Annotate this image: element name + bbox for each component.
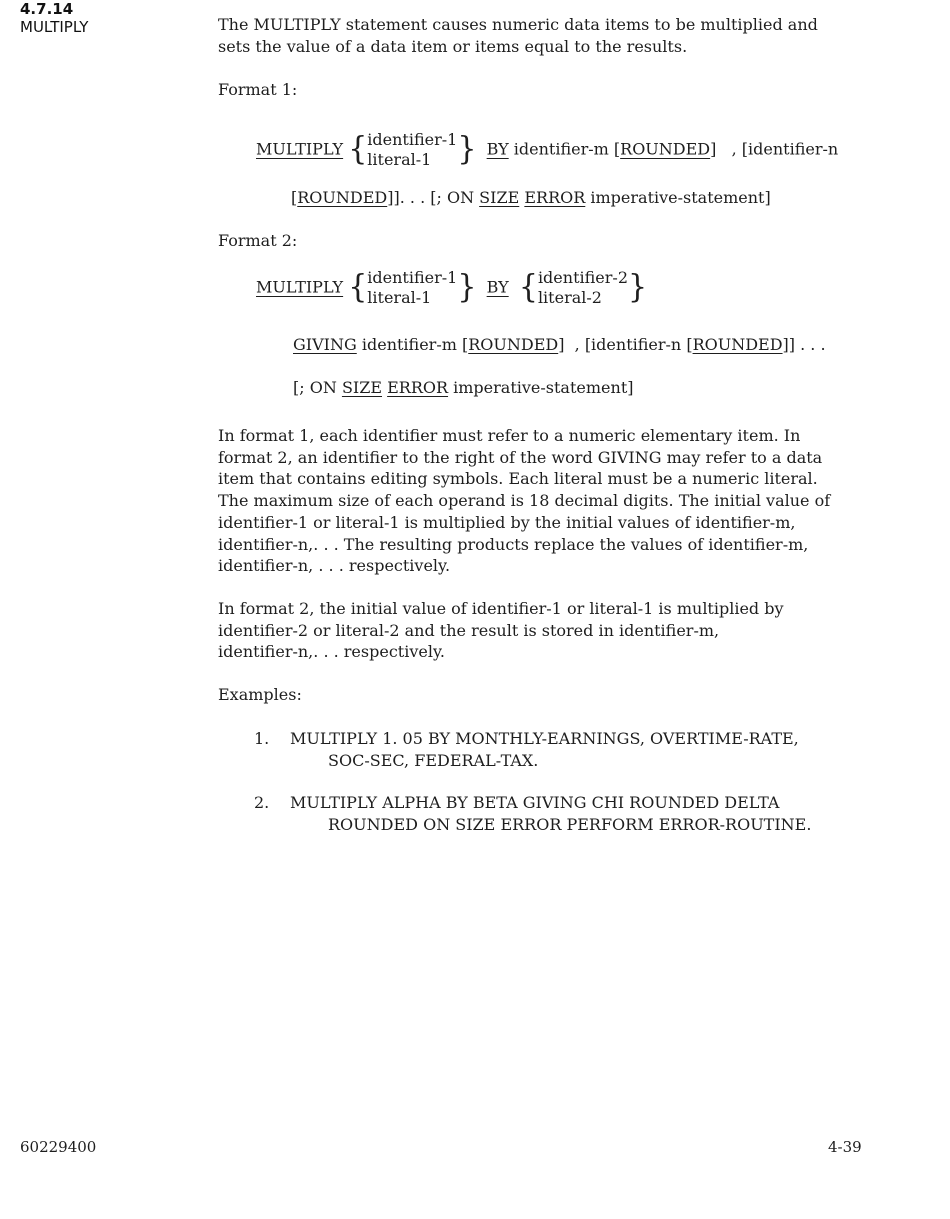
example-line: SOC-SEC, FEDERAL-TAX. (328, 750, 539, 770)
format1-size: SIZE (479, 188, 520, 207)
left-brace-icon: { (348, 131, 368, 168)
left-brace-icon: { (518, 269, 538, 306)
example-line: MULTIPLY 1. 05 BY MONTHLY-EARNINGS, OVERTIME-RATE, (290, 729, 799, 748)
format2-giving-mid: , [identifier-n (574, 335, 682, 354)
format2-verb: MULTIPLY (256, 277, 344, 297)
format2-giving-end: ]] . . . (782, 335, 826, 354)
format2-giving-rest: identifier-m (361, 335, 457, 354)
format1-line2-rounded: ROUNDED (297, 188, 388, 207)
paragraph-line: identifier-n, . . . respectively. (218, 556, 451, 576)
format2-giving: GIVING (293, 335, 357, 354)
format2-giving-line: GIVING identifier-m [ROUNDED] , [identifier-n [ROUNDED]] . . . (293, 335, 826, 354)
format1-verb: MULTIPLY (256, 139, 344, 159)
intro-line: The MULTIPLY statement causes numeric data items to be multiplied and (218, 15, 818, 34)
right-brace-icon: } (457, 269, 477, 306)
right-brace-icon: } (457, 131, 477, 168)
format2-on-pre: [; ON (293, 378, 337, 397)
left-brace-icon: { (348, 269, 368, 306)
paragraph-line: In format 1, each identifier must refer to a numeric elementary item. In (218, 426, 801, 445)
format2-on-line (293, 377, 633, 399)
example-item (254, 728, 799, 771)
format2-line1 (256, 266, 647, 310)
choice-bottom: literal-2 (537, 288, 602, 307)
format1-by: BY (486, 139, 509, 159)
paragraph-line: item that contains editing symbols. Each literal must be a numeric literal. (218, 469, 818, 489)
paragraph-line: identifier-n,. . . The resulting products replace the values of identifier-m, (218, 534, 809, 554)
format1-line2: [ROUNDED]]. . . [; ON SIZE ERROR imperative-statement] (291, 188, 771, 207)
description-paragraph-2 (218, 598, 784, 663)
format1-line1: MULTIPLY {identifier-1 literal-1 } BY identifier-m [ROUNDED] , [identifier-n (256, 128, 838, 172)
format2-choice1 (367, 268, 457, 308)
paragraph-line: format 2, an identifier to the right of the word GIVING may refer to a data (218, 447, 823, 467)
format1-error: ERROR (524, 188, 586, 207)
choice-bottom: literal-1 (367, 150, 432, 169)
intro-paragraph (218, 14, 818, 57)
format1-label: Format 1: (218, 80, 298, 99)
format1-line2-end: imperative-statement] (590, 188, 771, 207)
format2-choice2 (538, 268, 628, 308)
intro-line: sets the value of a data item or items equal to the results. (218, 36, 688, 56)
format2-by: BY (486, 277, 509, 297)
choice-top: identifier-2 (537, 268, 628, 287)
choice-bottom: literal-1 (367, 288, 432, 307)
example-number: 1. (254, 729, 270, 748)
page-number: 4-39 (828, 1138, 862, 1156)
right-brace-icon: } (628, 269, 648, 306)
choice-top: identifier-1 (367, 130, 458, 149)
example-line: MULTIPLY ALPHA BY BETA GIVING CHI ROUNDED DELTA (290, 793, 780, 812)
format2-rounded: ROUNDED (468, 335, 559, 354)
description-paragraph-1 (218, 425, 830, 577)
section-title: MULTIPLY (20, 18, 89, 36)
paragraph-line: identifier-2 or literal-2 and the result is stored in identifier-m, (218, 620, 720, 640)
paragraph-line: In format 2, the initial value of identifier-1 or literal-1 is multiplied by (218, 599, 784, 618)
example-line: ROUNDED ON SIZE ERROR PERFORM ERROR-ROUTINE. (328, 814, 812, 834)
format1-choice (367, 130, 457, 170)
section-heading (20, 0, 88, 36)
format1-rest1: identifier-m (513, 139, 609, 159)
format1-rest2: , [identifier-n (731, 139, 839, 159)
format2-size: SIZE (341, 378, 383, 397)
document-number: 60229400 (20, 1138, 97, 1156)
paragraph-line: identifier-n,. . . respectively. (218, 642, 445, 662)
format2-error: ERROR (387, 378, 449, 397)
format2-on-end: imperative-statement] (453, 378, 634, 397)
choice-top: identifier-1 (367, 268, 458, 287)
examples-label: Examples: (218, 685, 302, 704)
format2-rounded2: ROUNDED (692, 335, 783, 354)
format2-label: Format 2: (218, 231, 298, 250)
paragraph-line: identifier-1 or literal-1 is multiplied by the initial values of identifier-m, (218, 512, 796, 532)
example-number: 2. (254, 793, 270, 812)
example-item (254, 792, 811, 835)
format1-line2-mid: ]]. . . [; ON (387, 188, 475, 207)
format1-rounded: ROUNDED (620, 139, 711, 159)
paragraph-line: The maximum size of each operand is 18 decimal digits. The initial value of (218, 491, 831, 511)
section-number: 4.7.14 (20, 0, 74, 18)
